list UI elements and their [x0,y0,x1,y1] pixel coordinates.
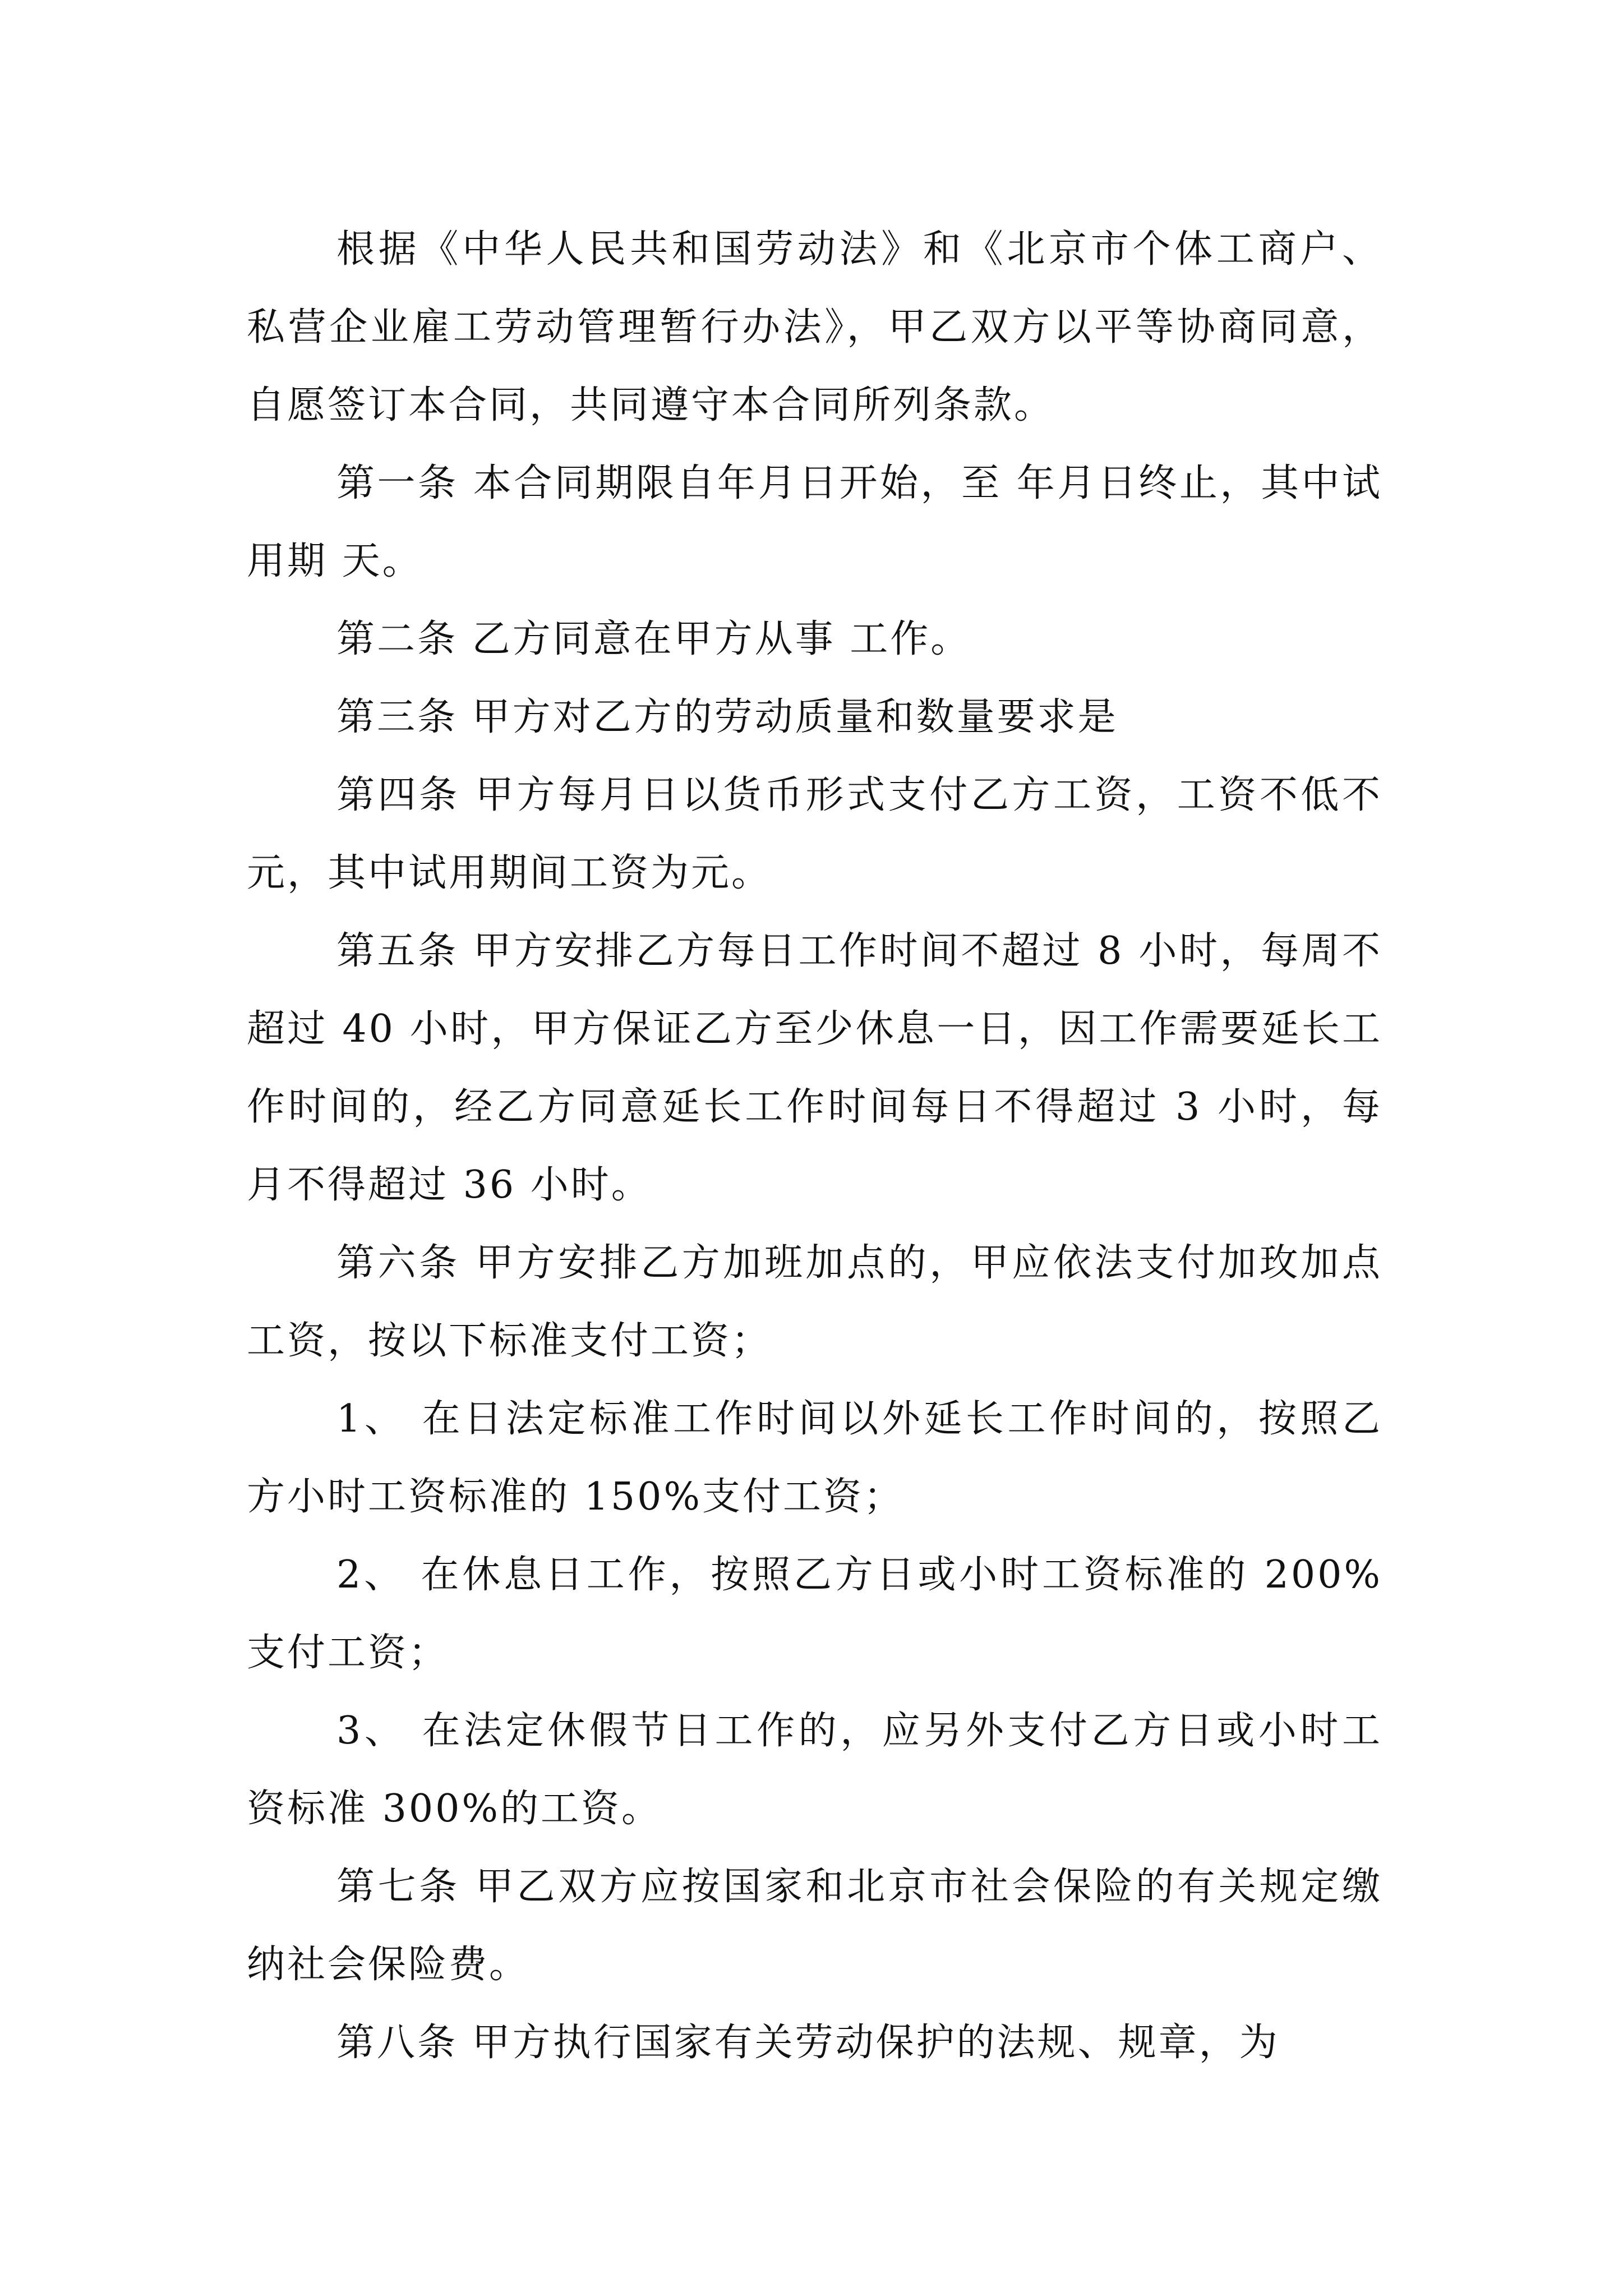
paragraph-article-2: 第二条 乙方同意在甲方从事 工作。 [336,617,971,661]
paragraph-item-2: 2、 在休息日工作，按照乙方日或小时工资标准的 200%支付工资； [247,1553,1382,1675]
paragraph-article-8: 第八条 甲方执行国家有关劳动保护的法规、规章，为 [336,2021,1280,2065]
paragraph-preamble: 根据《中华人民共和国劳动法》和《北京市个体工商户、私营企业雇工劳动管理暂行办法》，甲乙双方以平等协商同意，自愿签订本合同，共同遵守本合同所列条款。 [247,227,1382,427]
paragraph-article-1: 第一条 本合同期限自年月日开始，至 年月日终止，其中试用期 天。 [247,461,1382,583]
paragraph-article-7: 第七条 甲乙双方应按国家和北京市社会保险的有关规定缴纳社会保险费。 [247,1865,1382,1987]
paragraph-article-6: 第六条 甲方安排乙方加班加点的，甲应依法支付加玫加点工资，按以下标准支付工资； [247,1241,1382,1363]
paragraph-article-3: 第三条 甲方对乙方的劳动质量和数量要求是 [336,695,1118,739]
paragraph-article-4: 第四条 甲方每月日以货币形式支付乙方工资，工资不低不元，其中试用期间工资为元。 [247,773,1382,895]
paragraph-article-5: 第五条 甲方安排乙方每日工作时间不超过 8 小时，每周不超过 40 小时，甲方保证乙方至少休息一日，因工作需要延长工作时间的，经乙方同意延长工作时间每日不得超过 3 小时，每月不得超过 36 小时。 [247,929,1382,1207]
paragraph-item-1: 1、 在日法定标准工作时间以外延长工作时间的，按照乙方小时工资标准的 150%支付工资； [247,1397,1382,1519]
paragraph-item-3: 3、 在法定休假节日工作的，应另外支付乙方日或小时工资标准 300%的工资。 [247,1709,1382,1831]
document-body [247,210,1382,2082]
